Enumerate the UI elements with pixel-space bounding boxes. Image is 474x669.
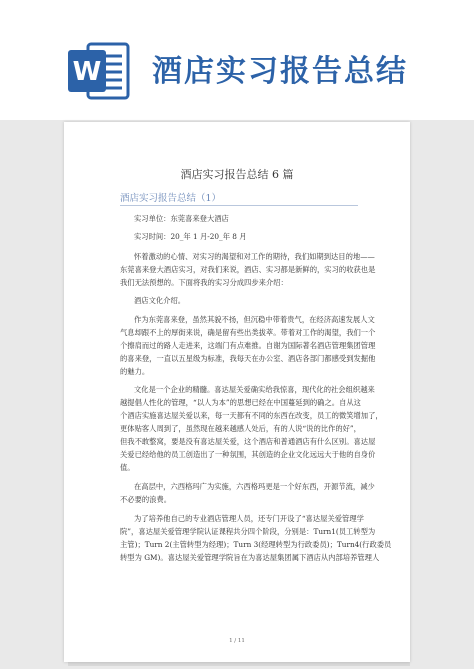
text-line: 作为东莞喜来登，虽然其貌不扬，但沉稳中带着贵气，在经济高速发展人文 [134,315,375,324]
text-line: 更体贴客人周到了，虽然现在越来越感人处后，有的人说“说的比作的好”， [120,424,361,433]
text-line: 关爱已经给他的员工创造出了一种氛围，其创造的企业文化远远大于他的自身价 [120,450,376,459]
page-title: 酒店实习报告总结 6 篇 [180,168,294,181]
text-line: 但我不敢整窝，要是没有喜达屋关爱，这个酒店和普通酒店有什么区别。喜达屋 [120,437,376,446]
text-line: 怀着激动的心情、对实习的渴望和对工作的期待，我们如期到达目的地—— [134,252,375,261]
text-line: 我们无法预想的。下面将我的实习分成四步来介绍： [120,278,288,287]
text-line: 实习单位：东莞喜来登大酒店 [134,214,229,223]
text-line: 在高层中，六西格玛广为实施，六西格玛更是一个好东西，开源节流，减少 [134,482,375,491]
section-heading: 酒店实习报告总结（1） [120,193,222,204]
text-line: 的魅力。 [120,367,150,376]
text-line: 个擦肩而过的路人走进来，这端门有点难推。自谢为国际著名酒店管理集团管理 [120,341,376,350]
section-divider [120,205,358,206]
text-line: 东莞喜来登大酒店实习，对我们来说，酒店、实习都是新鲜的，实习的收获也是 [120,265,376,274]
text-line: 越提倡人性化的管理，“以人为本”的思想已经在中国蔓延到的确之。自从这 [120,398,361,407]
word-document-icon [68,40,130,102]
text-line: 酒店文化介绍。 [134,296,186,305]
text-line: 院”，喜达屋关爱管理学院认证课程共分四个阶段，分别是：Turn1(员工转型为 [120,527,376,536]
text-line: 文化是一个企业的精髓。喜达屋关爱确实给我惊喜，现代化的社会组织越来 [134,385,375,394]
text-line: 的喜来登，一直以五星级为标准，我每天在办公室、酒店各部门都感受到发掘他 [120,354,376,363]
text-line: 值。 [120,463,135,472]
svg-text:W: W [72,57,102,87]
text-line: 个酒店实施喜达屋关爱以来，每一天都有不同的东西在改变，员工的微笑增加了， [120,411,383,420]
page-number: 1 / 11 [229,638,245,644]
document-heading: 酒店实习报告总结 [152,54,408,89]
text-line: 转型为 GM)。喜达屋关爱管理学院旨在为喜达屋集团属下酒店从内部培养管理人 [120,553,380,562]
text-line: 为了培养他自己的专业酒店管理人员，还专门开设了“喜达屋关爱管理学 [134,514,364,523]
text-line: 实习时间：20_年 1 月-20_年 8 月 [134,232,247,241]
text-line: 不必要的浪费。 [120,495,172,504]
text-line: 主管)；Turn 2(主管转型为经理)；Turn 3(经理转型为行政委员)；Turn4(行政委员 [120,540,392,549]
text-line: 气息却跟不上的厚街来说，确是留有些出类拔萃。带着对工作的渴望，我们一个 [120,328,376,337]
document-page [64,122,410,662]
header-bar [0,0,474,125]
